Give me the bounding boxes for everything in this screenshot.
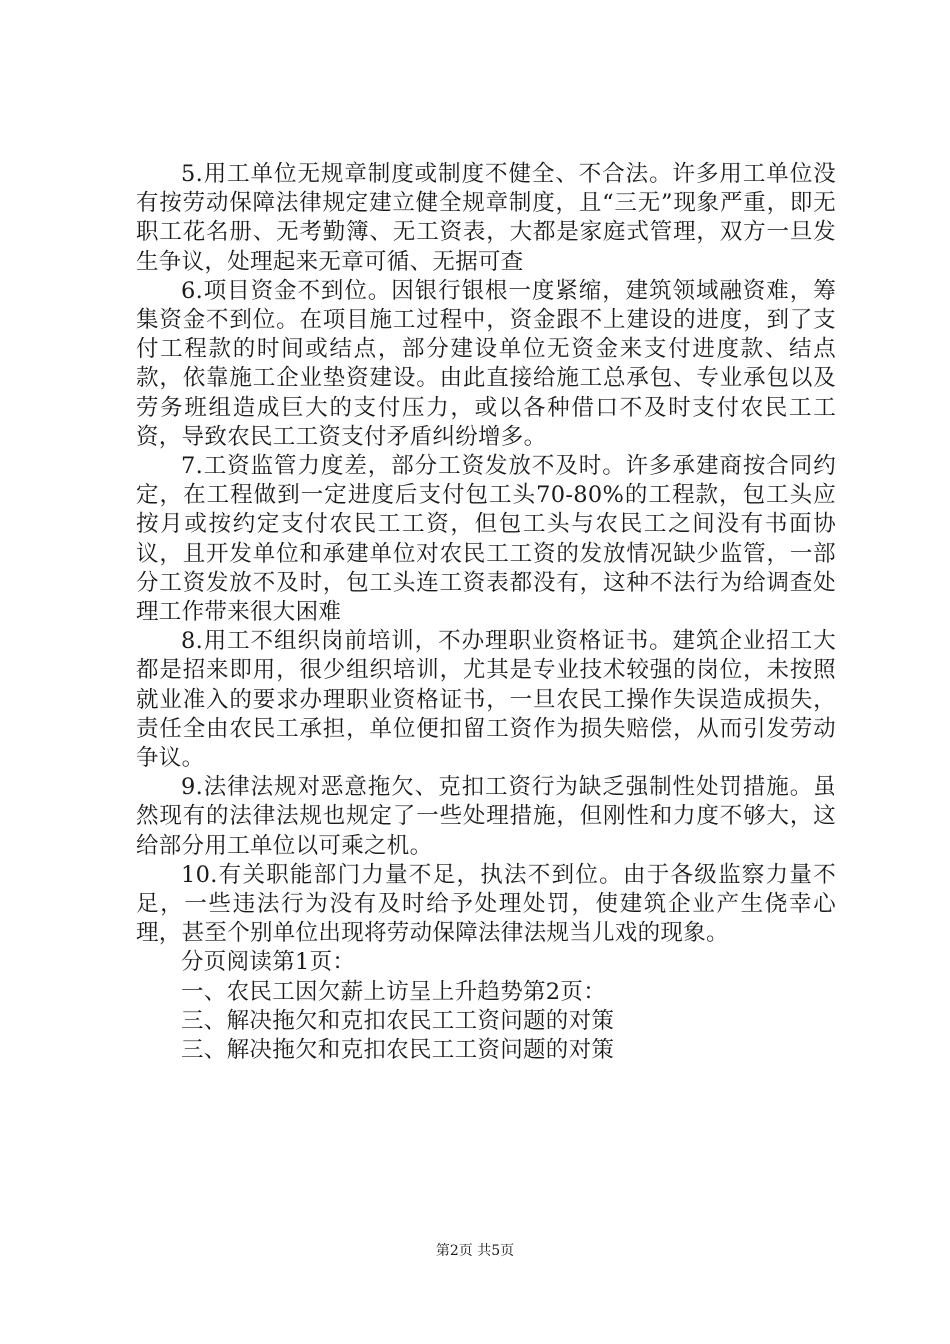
- pagination-line-1: 分页阅读第1页：: [181, 949, 356, 976]
- paragraph-10: 10.有关职能部门力量不足，执法不到位。由于各级监察力量不足，一些违法行为没有及时给予处理处罚，使建筑企业产生侥幸心理，甚至个别单位出现将劳动保障法律法规当儿戏的现象。: [136, 861, 836, 947]
- pagination-line-2: 一、农民工因欠薪上访呈上升趋势第2页：: [181, 978, 607, 1005]
- paragraph-9: 9.法律法规对恶意拖欠、克扣工资行为缺乏强制性处罚措施。虽然现有的法律法规也规定了一些处理措施，但刚性和力度不够大，这给部分用工单位以可乘之机。: [136, 774, 836, 859]
- pagination-line-4: 三、解决拖欠和克扣农民工工资问题的对策: [181, 1037, 615, 1064]
- paragraph-6: 6.项目资金不到位。因银行银根一度紧缩，建筑领域融资难，筹集资金不到位。在项目施工过程中，资金跟不上建设的进度，到了支付工程款的时间或结点，部分建设单位无资金来支付进度款、结点款，依靠施工企业垫资建设。由此直接给施工总承包、专业承包以及劳务班组造成巨大的支付压力，或以各种借口不及时支付农民工工资，导致农民工工资支付矛盾纠纷增多。: [136, 277, 836, 450]
- paragraph-5: 5.用工单位无规章制度或制度不健全、不合法。许多用工单位没有按劳动保障法律规定建立健全规章制度，且“三无”现象严重，即无职工花名册、无考勤簿、无工资表，大都是家庭式管理，双方一旦发生争议，处理起来无章可循、无据可查: [136, 161, 836, 275]
- paragraph-8: 8.用工不组织岗前培训，不办理职业资格证书。建筑企业招工大都是招来即用，很少组织培训，尤其是专业技术较强的岗位，未按照就业准入的要求办理职业资格证书，一旦农民工操作失误造成损失，责任全由农民工承担，单位便扣留工资作为损失赔偿，从而引发劳动争议。: [136, 628, 836, 772]
- pagination-line-3: 三、解决拖欠和克扣农民工工资问题的对策: [181, 1007, 615, 1034]
- document-body: [136, 160, 836, 1065]
- page-footer: 第2页 共5页: [435, 1243, 515, 1259]
- paragraph-7: 7.工资监管力度差，部分工资发放不及时。许多承建商按合同约定，在工程做到一定进度后支付包工头70-80%的工程款，包工头应按月或按约定支付农民工工资，但包工头与农民工之间没有书面协议，且开发单位和承建单位对农民工工资的发放情况缺少监管，一部分工资发放不及时，包工头连工资表都没有，这种不法行为给调查处理工作带来很大困难: [136, 453, 836, 626]
